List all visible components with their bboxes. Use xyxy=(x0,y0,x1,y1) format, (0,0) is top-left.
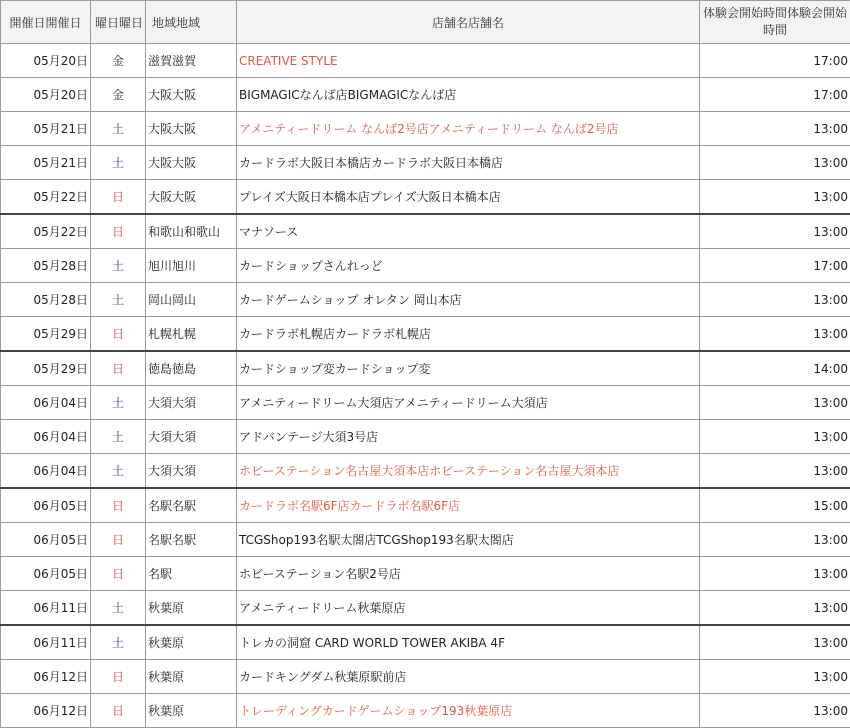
store-cell: カードショップさんれっど xyxy=(237,249,700,283)
region-cell: 秋葉原 xyxy=(146,591,237,626)
table-row xyxy=(1,454,850,489)
start-time-cell: 13:00 xyxy=(700,454,850,489)
table-row xyxy=(1,694,850,728)
table-row xyxy=(1,488,850,523)
start-time-cell: 13:00 xyxy=(700,180,850,215)
weekday-cell: 土 xyxy=(91,146,146,180)
region-cell: 秋葉原 xyxy=(146,625,237,660)
date-cell: 06月04日 xyxy=(1,420,91,454)
weekday-cell: 土 xyxy=(91,112,146,146)
store-cell: カードラボ大阪日本橋店カードラボ大阪日本橋店 xyxy=(237,146,700,180)
store-cell: ホビーステーション名駅2号店 xyxy=(237,557,700,591)
region-cell: 名駅名駅 xyxy=(146,488,237,523)
start-time-cell: 13:00 xyxy=(700,283,850,317)
region-cell: 徳島徳島 xyxy=(146,351,237,386)
table-row xyxy=(1,625,850,660)
region-cell: 名駅 xyxy=(146,557,237,591)
store-cell: アメニティードリーム秋葉原店 xyxy=(237,591,700,626)
table-row xyxy=(1,283,850,317)
weekday-cell: 日 xyxy=(91,660,146,694)
table-row xyxy=(1,420,850,454)
store-cell: カードショップ変カードショップ変 xyxy=(237,351,700,386)
table-row xyxy=(1,146,850,180)
table-row xyxy=(1,112,850,146)
start-time-cell: 13:00 xyxy=(700,386,850,420)
date-cell: 05月29日 xyxy=(1,351,91,386)
date-cell: 06月11日 xyxy=(1,591,91,626)
weekday-cell: 日 xyxy=(91,523,146,557)
region-cell: 滋賀滋賀 xyxy=(146,44,237,78)
table-row xyxy=(1,523,850,557)
header-row xyxy=(1,1,850,44)
date-cell: 06月11日 xyxy=(1,625,91,660)
date-cell: 05月28日 xyxy=(1,283,91,317)
store-cell: アドバンテージ大須3号店 xyxy=(237,420,700,454)
header-region: 地域地域 xyxy=(146,1,237,44)
date-cell: 05月22日 xyxy=(1,180,91,215)
start-time-cell: 13:00 xyxy=(700,214,850,249)
table-row xyxy=(1,180,850,215)
start-time-cell: 13:00 xyxy=(700,660,850,694)
store-cell: TCGShop193名駅太閤店TCGShop193名駅太閤店 xyxy=(237,523,700,557)
weekday-cell: 日 xyxy=(91,317,146,352)
region-cell: 大須大須 xyxy=(146,386,237,420)
store-cell: ホビーステーション名古屋大須本店ホビーステーション名古屋大須本店 xyxy=(237,454,700,489)
store-cell: カードラボ名駅6F店カードラボ名駅6F店 xyxy=(237,488,700,523)
region-cell: 和歌山和歌山 xyxy=(146,214,237,249)
table-row xyxy=(1,557,850,591)
table-row xyxy=(1,591,850,626)
region-cell: 大須大須 xyxy=(146,454,237,489)
date-cell: 06月05日 xyxy=(1,557,91,591)
date-cell: 06月04日 xyxy=(1,386,91,420)
weekday-cell: 土 xyxy=(91,591,146,626)
weekday-cell: 金 xyxy=(91,44,146,78)
start-time-cell: 14:00 xyxy=(700,351,850,386)
region-cell: 大阪大阪 xyxy=(146,146,237,180)
start-time-cell: 17:00 xyxy=(700,249,850,283)
region-cell: 秋葉原 xyxy=(146,660,237,694)
weekday-cell: 日 xyxy=(91,488,146,523)
region-cell: 大阪大阪 xyxy=(146,180,237,215)
store-cell: アメニティードリーム大須店アメニティードリーム大須店 xyxy=(237,386,700,420)
header-time: 体験会開始時間体験会開始時間 xyxy=(700,1,850,44)
table-row xyxy=(1,249,850,283)
weekday-cell: 日 xyxy=(91,351,146,386)
start-time-cell: 13:00 xyxy=(700,694,850,728)
store-cell: BIGMAGICなんば店BIGMAGICなんば店 xyxy=(237,78,700,112)
region-cell: 秋葉原 xyxy=(146,694,237,728)
store-cell: カードゲームショップ オレタン 岡山本店 xyxy=(237,283,700,317)
store-cell: プレイズ大阪日本橋本店プレイズ大阪日本橋本店 xyxy=(237,180,700,215)
table-row xyxy=(1,660,850,694)
store-cell: カードラボ札幌店カードラボ札幌店 xyxy=(237,317,700,352)
store-cell: アメニティードリーム なんば2号店アメニティードリーム なんば2号店 xyxy=(237,112,700,146)
table-row xyxy=(1,317,850,352)
weekday-cell: 土 xyxy=(91,283,146,317)
store-cell: カードキングダム秋葉原駅前店 xyxy=(237,660,700,694)
weekday-cell: 土 xyxy=(91,454,146,489)
table-row xyxy=(1,351,850,386)
date-cell: 05月20日 xyxy=(1,78,91,112)
date-cell: 05月29日 xyxy=(1,317,91,352)
start-time-cell: 17:00 xyxy=(700,44,850,78)
table-row xyxy=(1,386,850,420)
table-row xyxy=(1,214,850,249)
date-cell: 06月05日 xyxy=(1,523,91,557)
date-cell: 06月12日 xyxy=(1,660,91,694)
store-cell: CREATIVE STYLE xyxy=(237,44,700,78)
date-cell: 05月21日 xyxy=(1,112,91,146)
start-time-cell: 13:00 xyxy=(700,557,850,591)
start-time-cell: 15:00 xyxy=(700,488,850,523)
table-row xyxy=(1,78,850,112)
header-dow: 曜日曜日 xyxy=(91,1,146,44)
start-time-cell: 13:00 xyxy=(700,317,850,352)
weekday-cell: 日 xyxy=(91,694,146,728)
start-time-cell: 17:00 xyxy=(700,78,850,112)
region-cell: 大阪大阪 xyxy=(146,78,237,112)
date-cell: 06月04日 xyxy=(1,454,91,489)
date-cell: 05月21日 xyxy=(1,146,91,180)
weekday-cell: 土 xyxy=(91,249,146,283)
date-cell: 05月22日 xyxy=(1,214,91,249)
start-time-cell: 13:00 xyxy=(700,523,850,557)
region-cell: 大阪大阪 xyxy=(146,112,237,146)
weekday-cell: 金 xyxy=(91,78,146,112)
table-row xyxy=(1,44,850,78)
region-cell: 札幌札幌 xyxy=(146,317,237,352)
start-time-cell: 13:00 xyxy=(700,420,850,454)
weekday-cell: 土 xyxy=(91,420,146,454)
weekday-cell: 日 xyxy=(91,180,146,215)
region-cell: 岡山岡山 xyxy=(146,283,237,317)
header-store: 店舗名店舗名 xyxy=(237,1,700,44)
date-cell: 06月05日 xyxy=(1,488,91,523)
weekday-cell: 日 xyxy=(91,214,146,249)
store-cell: トレカの洞窟 CARD WORLD TOWER AKIBA 4F xyxy=(237,625,700,660)
region-cell: 名駅名駅 xyxy=(146,523,237,557)
start-time-cell: 13:00 xyxy=(700,591,850,626)
date-cell: 06月12日 xyxy=(1,694,91,728)
weekday-cell: 土 xyxy=(91,386,146,420)
start-time-cell: 13:00 xyxy=(700,112,850,146)
header-date: 開催日開催日 xyxy=(1,1,91,44)
region-cell: 大須大須 xyxy=(146,420,237,454)
store-cell: トレーディングカードゲームショップ193秋葉原店 xyxy=(237,694,700,728)
date-cell: 05月20日 xyxy=(1,44,91,78)
date-cell: 05月28日 xyxy=(1,249,91,283)
weekday-cell: 土 xyxy=(91,625,146,660)
region-cell: 旭川旭川 xyxy=(146,249,237,283)
weekday-cell: 日 xyxy=(91,557,146,591)
start-time-cell: 13:00 xyxy=(700,625,850,660)
store-cell: マナソース xyxy=(237,214,700,249)
start-time-cell: 13:00 xyxy=(700,146,850,180)
